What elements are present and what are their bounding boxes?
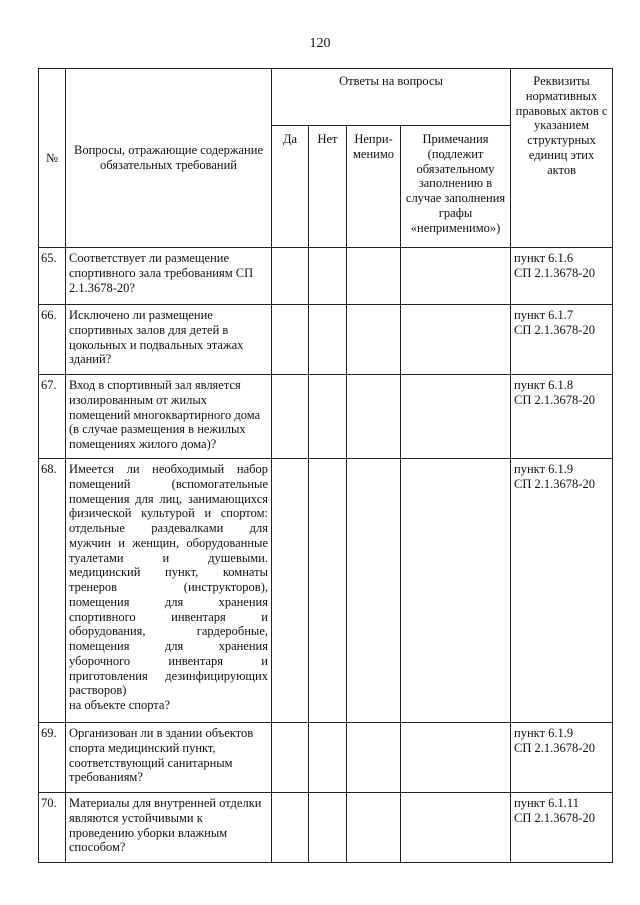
question-line: медицинский пункт, комнаты xyxy=(69,565,268,580)
row-requisites xyxy=(511,375,613,459)
requisite-act: СП 2.1.3678-20 xyxy=(514,392,595,407)
requisite-act: СП 2.1.3678-20 xyxy=(514,810,595,825)
requisite-point: пункт 6.1.11 xyxy=(514,796,579,810)
question-line: уборочного инвентаря и xyxy=(69,653,268,668)
page-number: 120 xyxy=(309,36,331,51)
question-line: на объекте спорта? xyxy=(69,698,171,712)
answer-yes-cell[interactable] xyxy=(272,459,309,723)
table-row xyxy=(39,723,613,793)
answer-not-applicable-cell[interactable] xyxy=(347,459,401,723)
checklist-table xyxy=(38,68,613,863)
answer-no-cell[interactable] xyxy=(309,793,347,863)
row-requisites xyxy=(511,459,613,723)
table-row xyxy=(39,248,613,305)
row-question: Исключено ли размещение спортивных залов для детей в цокольных и подвальных этажах зданий? xyxy=(66,305,272,375)
row-number: 68. xyxy=(39,459,66,723)
question-line: помещений (вспомогательные xyxy=(69,476,268,491)
notes-cell[interactable] xyxy=(401,305,511,375)
requisite-act: СП 2.1.3678-20 xyxy=(514,265,595,280)
notes-cell[interactable] xyxy=(401,723,511,793)
question-line: растворов) xyxy=(69,683,127,698)
notes-cell[interactable] xyxy=(401,375,511,459)
question-line: туалетами и душевыми. xyxy=(69,550,268,565)
answer-no-cell[interactable] xyxy=(309,459,347,723)
question-line: оборудования, гардеробные, xyxy=(69,624,268,639)
answer-not-applicable-cell[interactable] xyxy=(347,248,401,305)
notes-cell[interactable] xyxy=(401,793,511,863)
answer-yes-cell[interactable] xyxy=(272,248,309,305)
answer-no-cell[interactable] xyxy=(309,248,347,305)
requisite-point: пункт 6.1.9 xyxy=(514,462,574,476)
row-requisites xyxy=(511,793,613,863)
row-requisites xyxy=(511,723,613,793)
answer-not-applicable-cell[interactable] xyxy=(347,723,401,793)
answer-no-cell[interactable] xyxy=(309,305,347,375)
row-question: Материалы для внутренней отделки являются устойчивыми к проведению уборки влажным способом? xyxy=(66,793,272,863)
row-requisites xyxy=(511,305,613,375)
question-line: спортивного инвентаря и xyxy=(69,609,268,624)
question-line: помещения для лиц, занимающихся xyxy=(69,491,268,506)
question-line: помещения для хранения xyxy=(69,594,268,609)
row-question: Соответствует ли размещение спортивного зала требованиям СП 2.1.3678-20? xyxy=(66,248,272,305)
requisite-act: СП 2.1.3678-20 xyxy=(514,322,595,337)
question-line: мужчин и женщин, оборудованные xyxy=(69,535,268,550)
question-line: приготовления дезинфицирующих xyxy=(69,668,268,683)
row-number: 70. xyxy=(39,793,66,863)
notes-cell[interactable] xyxy=(401,459,511,723)
table-row xyxy=(39,459,613,723)
table-row xyxy=(39,305,613,375)
answer-no-cell[interactable] xyxy=(309,375,347,459)
notes-cell[interactable] xyxy=(401,248,511,305)
requisite-point: пункт 6.1.9 xyxy=(514,726,574,740)
question-line: Имеется ли необходимый набор xyxy=(69,462,268,476)
table-row xyxy=(39,375,613,459)
answer-yes-cell[interactable] xyxy=(272,723,309,793)
header-number: № xyxy=(39,69,66,248)
header-question: Вопросы, отражающие содержание обязательных требований xyxy=(66,69,272,248)
header-answers: Ответы на вопросы xyxy=(272,69,511,126)
row-requisites xyxy=(511,248,613,305)
answer-yes-cell[interactable] xyxy=(272,305,309,375)
answer-no-cell[interactable] xyxy=(309,723,347,793)
requisite-act: СП 2.1.3678-20 xyxy=(514,740,595,755)
answer-not-applicable-cell[interactable] xyxy=(347,375,401,459)
row-number: 67. xyxy=(39,375,66,459)
row-number: 69. xyxy=(39,723,66,793)
question-line: отдельные раздевалками для xyxy=(69,521,268,535)
header-not-applicable: Непри-менимо xyxy=(347,126,401,248)
question-line: помещения для хранения xyxy=(69,639,268,653)
answer-not-applicable-cell[interactable] xyxy=(347,793,401,863)
row-number: 65. xyxy=(39,248,66,305)
requisite-point: пункт 6.1.7 xyxy=(514,308,574,322)
answer-not-applicable-cell[interactable] xyxy=(347,305,401,375)
question-line: физической культурой и спортом: xyxy=(69,506,268,521)
question-line: тренеров (инструкторов), xyxy=(69,580,268,594)
requisite-act: СП 2.1.3678-20 xyxy=(514,476,595,491)
header-yes: Да xyxy=(272,126,309,248)
header-notes: Примечания (подлежит обязательному заполнению в случае заполнения графы «неприменимо») xyxy=(401,126,511,248)
header-requisites: Реквизиты нормативных правовых актов с указанием структурных единиц этих актов xyxy=(511,69,613,248)
header-no: Нет xyxy=(309,126,347,248)
answer-yes-cell[interactable] xyxy=(272,793,309,863)
row-question: Вход в спортивный зал является изолированным от жилых помещений многоквартирного дома (в случае размещения в нежилых помещениях жилого дома)? xyxy=(66,375,272,459)
requisite-point: пункт 6.1.6 xyxy=(514,251,574,265)
row-question: Организован ли в здании объектов спорта медицинский пункт, соответствующий санитарным требованиям? xyxy=(66,723,272,793)
requisite-point: пункт 6.1.8 xyxy=(514,378,574,392)
row-question xyxy=(66,459,272,723)
answer-yes-cell[interactable] xyxy=(272,375,309,459)
row-number: 66. xyxy=(39,305,66,375)
table-row xyxy=(39,793,613,863)
